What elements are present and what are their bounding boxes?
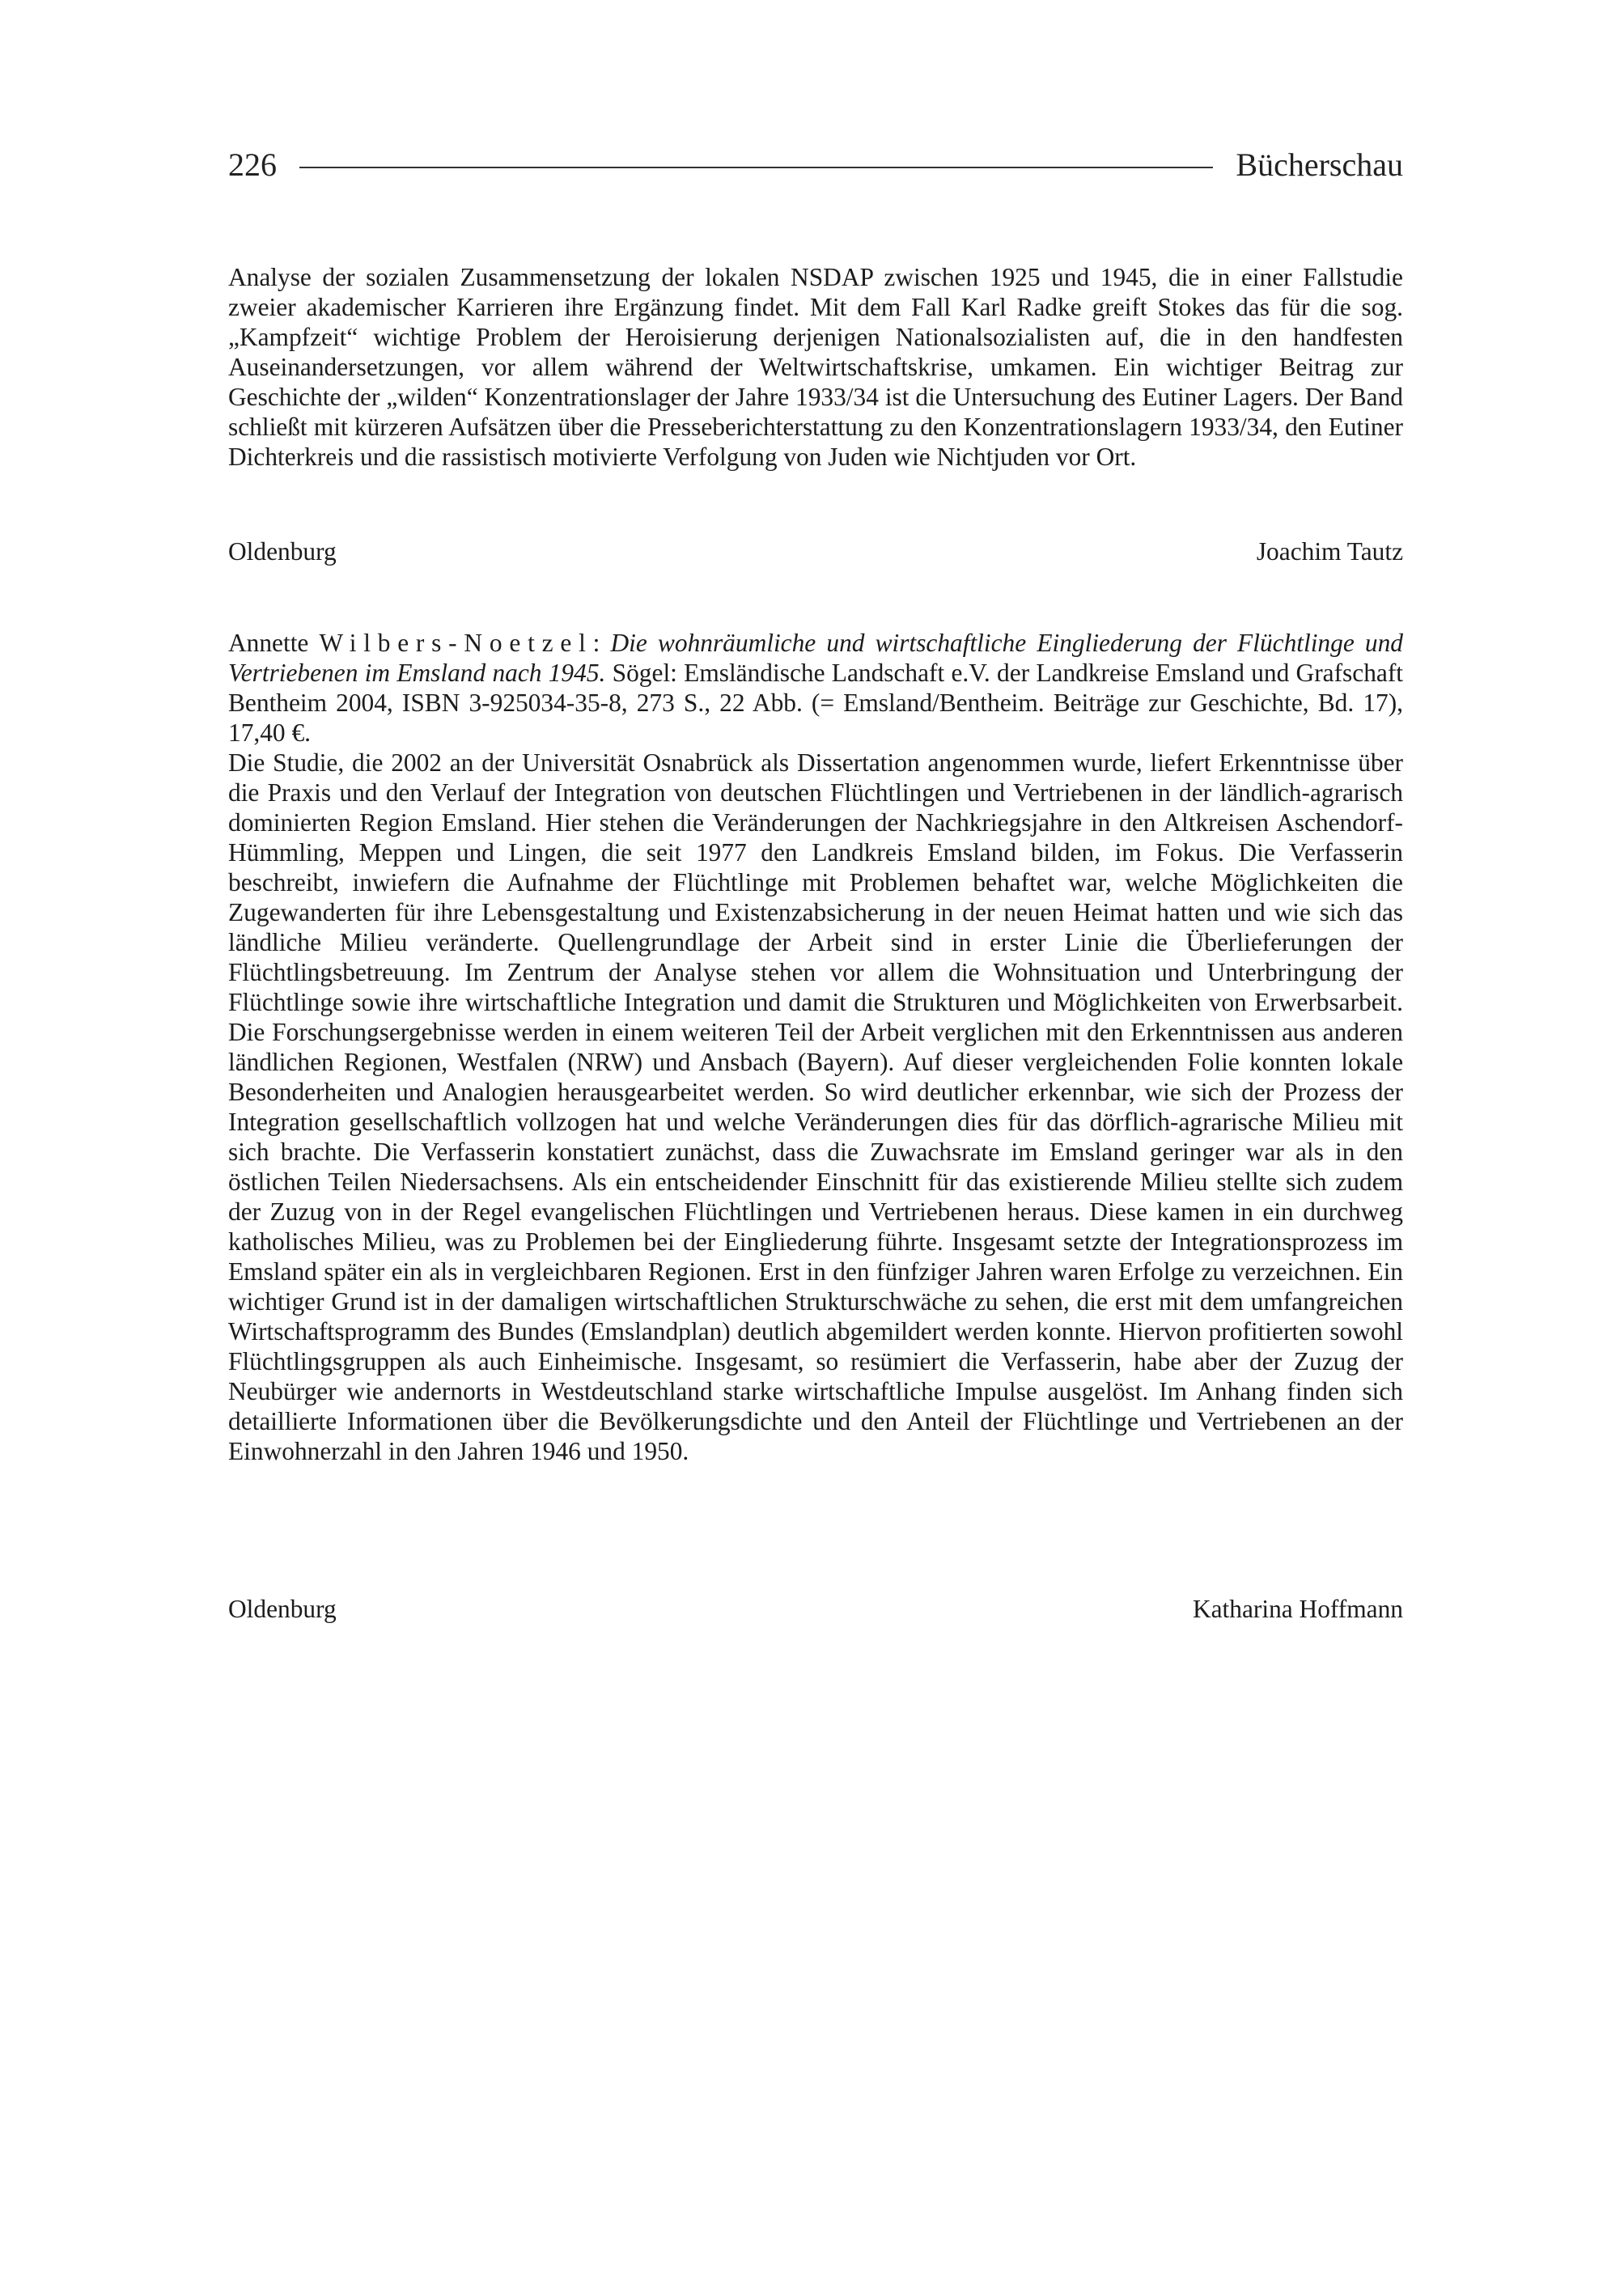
reviewer-name: Katharina Hoffmann	[1192, 1595, 1403, 1623]
review-place: Oldenburg	[228, 1595, 337, 1623]
book-title: Die wohnräumliche und wirtschaftliche Eingliederung der Flüchtlinge und Vertriebenen im Emsland nach 1945.	[228, 629, 1403, 687]
review-signature	[228, 536, 1403, 566]
running-head	[228, 146, 1403, 184]
author-first-name: Annette	[228, 629, 309, 657]
review-place: Oldenburg	[228, 537, 337, 566]
review-entry	[228, 628, 1403, 1466]
author-last-name: Wilbers-Noetzel	[319, 629, 593, 657]
reviewer-name: Joachim Tautz	[1256, 537, 1403, 566]
page	[228, 146, 1404, 1623]
review-text: Analyse der sozialen Zusammensetzung der lokalen NSDAP zwischen 1925 und 1945, die in einer Fallstudie zweier akademischer Karrieren ihre Ergänzung findet. Mit dem Fall Karl Radke greift Stokes das für die sog. „Kampfzeit“ wichtige Problem der Heroisierung derjenigen Nationalsozialisten auf, die in den handfesten Auseinandersetzungen, vor allem während der Weltwirtschaftskrise, umkamen. Ein wichtiger Beitrag zur Geschichte der „wilden“ Konzentrationslager der Jahre 1933/34 ist die Untersuchung des Eutiner Lagers. Der Band schließt mit kürzeren Aufsätzen über die Presseberichterstattung zu den Konzentrationslagern 1933/34, den Eutiner Dichterkreis und die rassistisch motivierte Verfolgung von Juden wie Nichtjuden vor Ort.	[228, 263, 1403, 471]
review-continuation	[228, 262, 1403, 472]
page-number: 226	[228, 146, 277, 183]
review-text: Die Studie, die 2002 an der Universität Osnabrück als Dissertation angenommen wurde, liefert Erkenntnisse über die Praxis und den Verlauf der Integration von deutschen Flüchtlingen und Vertriebenen in der ländlich-agrarisch dominierten Region Emsland. Hier stehen die Veränderungen der Nachkriegsjahre in den Altkreisen Aschendorf-Hümmling, Meppen und Lingen, die seit 1977 den Landkreis Emsland bilden, im Fokus. Die Verfasserin beschreibt, inwiefern die Aufnahme der Flüchtlinge mit Problemen behaftet war, welche Möglichkeiten die Zugewanderten für ihre Lebensgestaltung und Existenzabsicherung in der neuen Heimat hatten und wie sich das ländliche Milieu veränderte. Quellengrundlage der Arbeit sind in erster Linie die Überlieferungen der Flüchtlingsbetreuung. Im Zentrum der Analyse stehen vor allem die Wohnsituation und Unterbringung der Flüchtlinge sowie ihre wirtschaftliche Integration und damit die Strukturen und Möglichkeiten von Erwerbsarbeit. Die Forschungsergebnisse werden in einem weiteren Teil der Arbeit verglichen mit den Erkenntnissen aus anderen ländlichen Regionen, Westfalen (NRW) und Ansbach (Bayern). Auf dieser vergleichenden Folie konnten lokale Besonderheiten und Analogien herausgearbeitet werden. So wird deutlicher erkennbar, wie sich der Prozess der Integration gesellschaftlich vollzogen hat und welche Veränderungen dies für das dörflich-agrarische Milieu mit sich brachte. Die Verfasserin konstatiert zunächst, dass die Zuwachsrate im Emsland geringer war als in den östlichen Teilen Niedersachsens. Als ein entscheidender Einschnitt für das existierende Milieu stellte sich zudem der Zuzug von in der Regel evangelischen Flüchtlingen und Vertriebenen heraus. Diese kamen in ein durchweg katholisches Milieu, was zu Problemen bei der Eingliederung führte. Insgesamt setzte der Integrationsprozess im Emsland später ein als in vergleichbaren Regionen. Erst in den fünfziger Jahren waren Erfolge zu verzeichnen. Ein wichtiger Grund ist in der damaligen wirtschaftlichen Strukturschwäche zu sehen, die erst mit dem umfangreichen Wirtschaftsprogramm des Bundes (Emslandplan) deutlich abgemildert werden konnte. Hiervon profitierten sowohl Flüchtlingsgruppen als auch Einheimische. Insgesamt, so resümiert die Verfasserin, habe aber der Zuzug der Neubürger wie andernorts in Westdeutschland starke wirtschaftliche Impulse ausgelöst. Im Anhang finden sich detaillierte Informationen über die Bevölkerungsdichte und den Anteil der Flüchtlinge und Vertriebenen an der Einwohnerzahl in den Jahren 1946 und 1950.	[228, 748, 1403, 1465]
section-title: Bücherschau	[1236, 146, 1403, 183]
header-rule	[299, 167, 1213, 168]
bibliographic-entry: Annette Wilbers-Noetzel: Die wohnräumliche und wirtschaftliche Eingliederung der Flüchtlinge und Vertriebenen im Emsland nach 1945. Sögel: Emsländische Landschaft e.V. der Landkreise Emsland und Grafschaft Bentheim 2004, ISBN 3-925034-35-8, 273 S., 22 Abb. (= Emsland/Bentheim. Beiträge zur Geschichte, Bd. 17), 17,40 €.	[228, 629, 1404, 747]
publication-details: Sögel: Emsländische Landschaft e.V. der Landkreise Emsland und Grafschaft Bentheim 2004, ISBN 3-925034-35-8, 273 S., 22 Abb. (= Emsland/Bentheim. Beiträge zur Geschichte, Bd. 17), 17,40 €.	[228, 659, 1404, 747]
review-signature	[228, 1594, 1403, 1624]
